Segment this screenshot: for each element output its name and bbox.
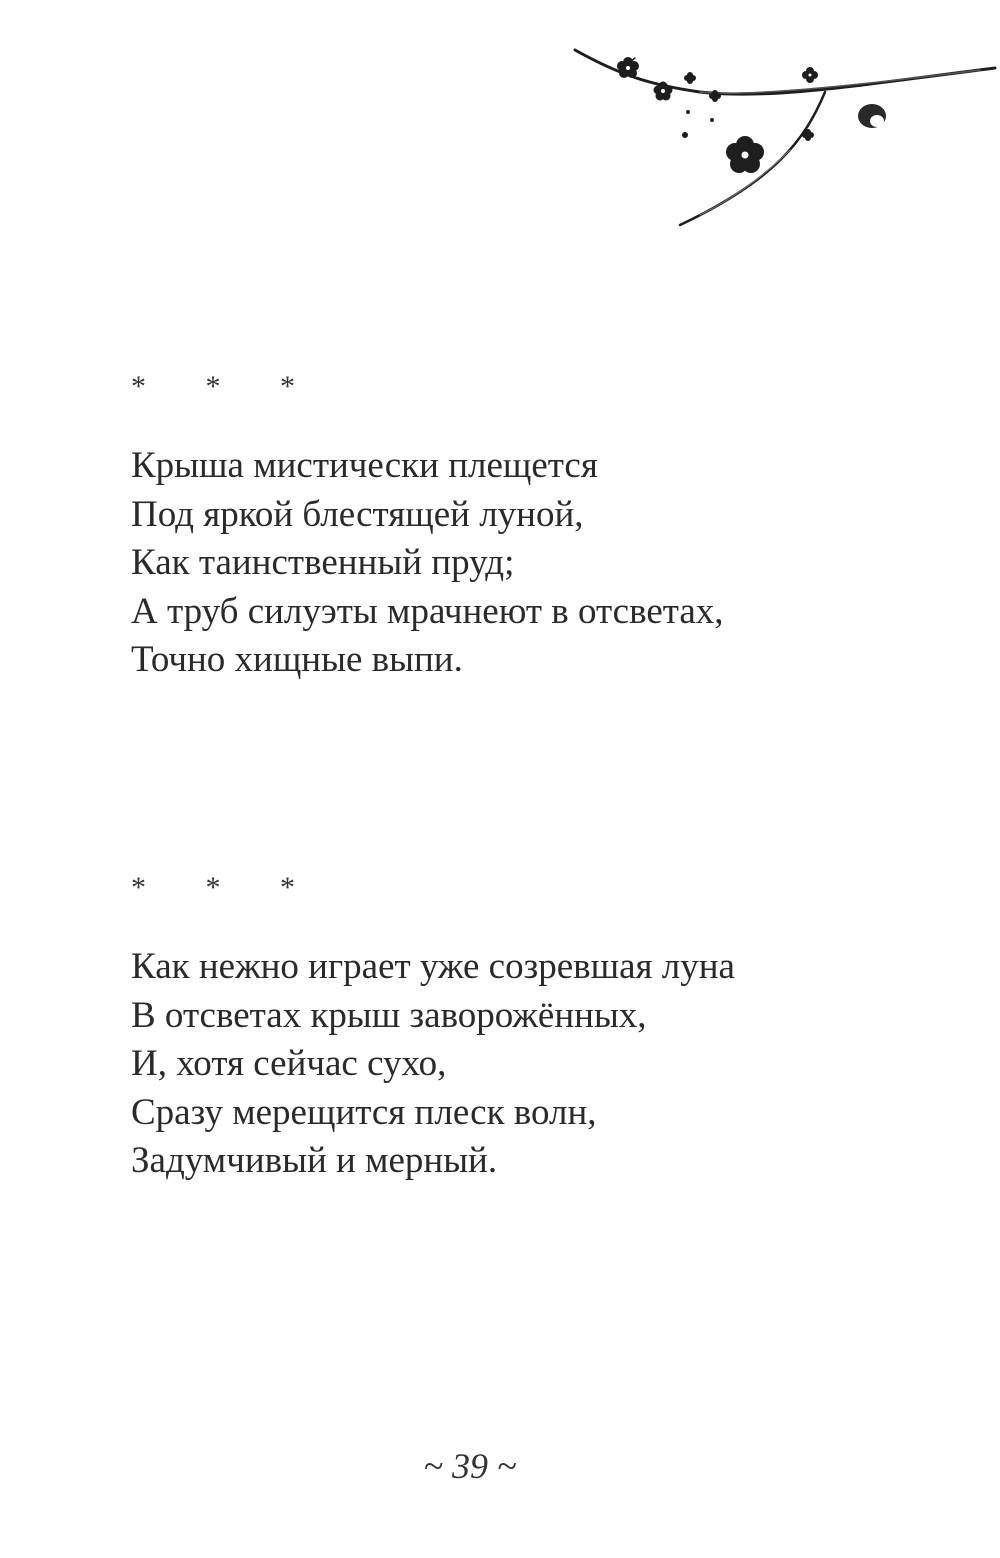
poem-line: Как таинственный пруд; xyxy=(131,542,515,583)
poem-lines xyxy=(131,943,735,1186)
plum-blossom-branch-icon xyxy=(560,30,1000,240)
section-separator: * * * xyxy=(131,370,321,403)
poem-1 xyxy=(131,372,724,685)
poem-2 xyxy=(131,873,735,1186)
poem-line: Под яркой блестящей луной, xyxy=(131,493,584,535)
poem-line: А труб силуэты мрачнеют в отсветах, xyxy=(131,590,724,632)
section-separator: * * * xyxy=(131,871,321,904)
page-number: ~ 39 ~ xyxy=(423,1446,517,1486)
poem-line: Задумчивый и мерный. xyxy=(131,1140,498,1181)
poem-line: Крыша мистически плещется xyxy=(131,445,598,486)
poem-line: Точно хищные выпи. xyxy=(131,639,463,680)
poem-line: Сразу мерещится плеск волн, xyxy=(131,1091,597,1133)
poem-line: Как нежно играет уже созревшая луна xyxy=(131,946,735,987)
poem-line: И, хотя сейчас сухо, xyxy=(131,1043,447,1084)
poem-line: В отсветах крыш заворожённых, xyxy=(131,994,647,1036)
poem-lines xyxy=(131,442,724,685)
